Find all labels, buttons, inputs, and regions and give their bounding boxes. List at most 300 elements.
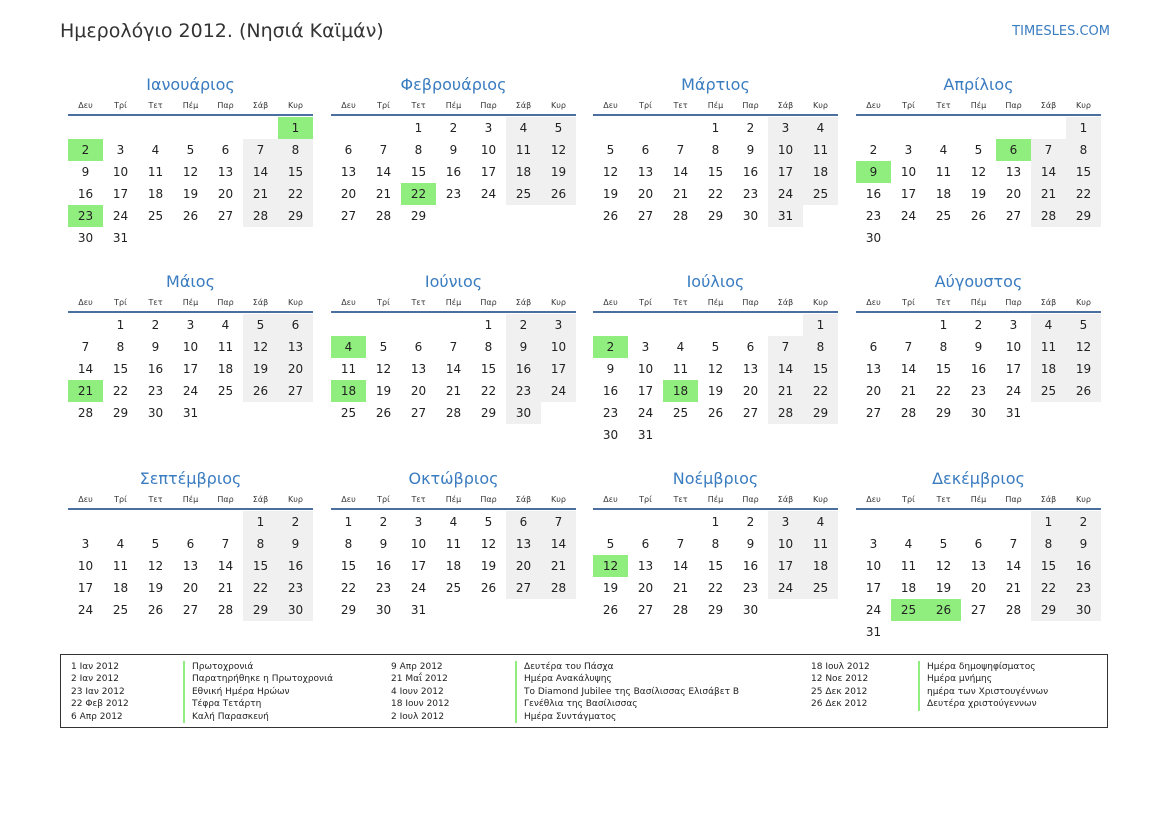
day-cell: 14	[445, 362, 462, 376]
day-cell: 25	[803, 577, 838, 599]
day-cell: 28	[900, 406, 917, 420]
day-grid	[593, 314, 838, 446]
day-cell: 6	[869, 340, 878, 354]
month-calendar	[331, 269, 576, 424]
day-cell: 2	[746, 121, 755, 135]
empty-cell	[593, 314, 628, 336]
weekday-label: Κυρ	[288, 495, 303, 504]
weekday-label: Τρί	[377, 495, 390, 504]
day-cell: 22	[112, 384, 129, 398]
weekday-header	[68, 100, 313, 114]
legend-bar	[183, 661, 185, 723]
weekday-label: Δευ	[78, 101, 93, 110]
day-cell: 16	[865, 187, 882, 201]
weekday-label: Πέμ	[970, 101, 987, 110]
day-cell: 27	[278, 380, 313, 402]
day-cell: 1	[711, 515, 720, 529]
empty-cell	[401, 314, 436, 336]
month-calendar	[331, 72, 576, 227]
day-cell: 10	[541, 336, 576, 358]
day-cell: 22	[340, 581, 357, 595]
day-cell: 20	[865, 384, 882, 398]
day-cell: 15	[803, 358, 838, 380]
day-cell: 30	[742, 209, 759, 223]
empty-cell	[663, 511, 698, 533]
day-cell: 7	[1031, 139, 1066, 161]
day-cell: 23	[445, 187, 462, 201]
day-cell: 14	[1031, 161, 1066, 183]
month-calendar	[856, 269, 1101, 424]
weekday-label: Παρ	[742, 298, 759, 307]
day-cell: 9	[151, 340, 160, 354]
day-cell: 1	[414, 121, 423, 135]
holiday-name: Εθνική Ημέρα Ηρώων	[192, 686, 290, 697]
day-cell: 22	[803, 380, 838, 402]
month-name: Οκτώβριος	[408, 469, 499, 488]
empty-cell	[961, 511, 996, 533]
holiday-date: 1 Ιαν 2012	[71, 662, 119, 672]
weekday-label: Τετ	[673, 101, 688, 110]
empty-cell	[331, 117, 366, 139]
day-cell: 6	[506, 511, 541, 533]
month-calendar	[593, 269, 838, 446]
day-cell: 7	[449, 340, 458, 354]
weekday-header	[593, 297, 838, 311]
day-cell: 13	[217, 165, 234, 179]
day-cell: 5	[186, 143, 195, 157]
holiday-name: Το Diamond Jubilee της Βασίλισσας Ελισάβετ Β	[524, 686, 740, 697]
weekday-label: Κυρ	[813, 298, 828, 307]
day-cell: 8	[484, 340, 493, 354]
day-cell: 10	[768, 139, 803, 161]
day-cell: 17	[768, 555, 803, 577]
day-cell: 16	[278, 555, 313, 577]
day-cell: 25	[217, 384, 234, 398]
weekday-label: Τετ	[148, 298, 163, 307]
month-name: Ιανουάριος	[146, 75, 235, 94]
holiday-name: Τέφρα Τετάρτη	[192, 699, 262, 710]
day-cell: 1	[803, 314, 838, 336]
day-cell: 28	[243, 205, 278, 227]
weekday-label: Τετ	[148, 495, 163, 504]
holiday-name: Ημέρα Ανακάλυψης	[524, 674, 612, 685]
day-cell: 31	[865, 625, 882, 639]
day-cell: 16	[742, 559, 759, 573]
day-cell: 8	[116, 340, 125, 354]
day-cell: 5	[151, 537, 160, 551]
day-cell: 18	[112, 581, 129, 595]
holiday-day-cell: 4	[331, 336, 366, 358]
day-cell: 6	[974, 537, 983, 551]
weekday-label: Σάβ	[1040, 495, 1057, 504]
day-cell: 20	[970, 581, 987, 595]
empty-cell	[996, 511, 1031, 533]
day-cell: 15	[1031, 555, 1066, 577]
empty-cell	[138, 117, 173, 139]
day-cell: 5	[541, 117, 576, 139]
day-cell: 27	[637, 209, 654, 223]
holiday-name: Δευτέρα χριστούγεννων	[927, 699, 1037, 710]
day-cell: 12	[970, 165, 987, 179]
day-cell: 25	[506, 183, 541, 205]
day-cell: 10	[410, 537, 427, 551]
day-cell: 10	[768, 533, 803, 555]
weekday-label: Πέμ	[970, 495, 987, 504]
header-rule	[593, 114, 838, 116]
day-cell: 26	[1066, 380, 1101, 402]
weekday-label: Τρί	[639, 495, 652, 504]
legend-dates-3	[811, 661, 870, 711]
holiday-day-cell: 26	[926, 599, 961, 621]
day-cell: 23	[278, 577, 313, 599]
day-cell: 15	[410, 165, 427, 179]
day-cell: 31	[637, 428, 654, 442]
day-grid	[68, 511, 313, 621]
empty-cell	[138, 511, 173, 533]
day-cell: 8	[939, 340, 948, 354]
weekday-label: Τρί	[114, 101, 127, 110]
day-cell: 13	[637, 165, 654, 179]
weekday-header	[331, 100, 576, 114]
day-cell: 22	[278, 183, 313, 205]
holiday-name: Παρατηρήθηκε η Πρωτοχρονιά	[192, 674, 334, 685]
day-cell: 7	[221, 537, 230, 551]
header-rule	[856, 508, 1101, 510]
day-cell: 27	[865, 406, 882, 420]
day-cell: 10	[1005, 340, 1022, 354]
weekday-label: Κυρ	[551, 298, 566, 307]
site-link[interactable]: TIMESLES.COM	[1012, 24, 1110, 39]
weekday-label: Πέμ	[182, 298, 199, 307]
day-cell: 5	[606, 537, 615, 551]
day-cell: 7	[1009, 537, 1018, 551]
day-cell: 31	[410, 603, 427, 617]
legend-bar	[918, 661, 920, 711]
day-cell: 22	[243, 577, 278, 599]
holiday-date: 23 Ιαν 2012	[71, 686, 125, 697]
day-cell: 19	[541, 161, 576, 183]
day-cell: 28	[1005, 603, 1022, 617]
day-cell: 5	[243, 314, 278, 336]
holiday-date: 6 Απρ 2012	[71, 711, 123, 722]
day-cell: 3	[1009, 318, 1018, 332]
day-cell: 31	[182, 406, 199, 420]
day-cell: 21	[672, 581, 689, 595]
day-cell: 29	[112, 406, 129, 420]
day-cell: 16	[970, 362, 987, 376]
day-cell: 17	[768, 161, 803, 183]
day-cell: 14	[672, 165, 689, 179]
weekday-label: Σάβ	[515, 101, 532, 110]
day-cell: 26	[147, 603, 164, 617]
weekday-label: Κυρ	[1076, 495, 1091, 504]
day-cell: 7	[541, 511, 576, 533]
day-cell: 29	[1031, 599, 1066, 621]
day-cell: 28	[445, 406, 462, 420]
header-rule	[856, 114, 1101, 116]
weekday-label: Τετ	[411, 298, 426, 307]
day-grid	[68, 314, 313, 424]
day-cell: 19	[970, 187, 987, 201]
day-cell: 29	[803, 402, 838, 424]
day-cell: 9	[379, 537, 388, 551]
day-cell: 11	[803, 139, 838, 161]
holiday-date: 25 Δεκ 2012	[811, 686, 868, 697]
day-cell: 11	[217, 340, 234, 354]
weekday-label: Τρί	[639, 101, 652, 110]
empty-cell	[856, 314, 891, 336]
day-cell: 14	[768, 358, 803, 380]
legend-bar	[515, 661, 517, 723]
day-cell: 11	[1031, 336, 1066, 358]
header-rule	[68, 114, 313, 116]
day-cell: 24	[768, 577, 803, 599]
day-cell: 4	[904, 537, 913, 551]
day-cell: 13	[970, 559, 987, 573]
month-name: Αύγουστος	[934, 272, 1023, 291]
day-grid	[593, 117, 838, 227]
day-cell: 21	[768, 380, 803, 402]
day-grid	[331, 314, 576, 424]
day-cell: 18	[1031, 358, 1066, 380]
day-cell: 13	[410, 362, 427, 376]
day-cell: 8	[803, 336, 838, 358]
empty-cell	[891, 314, 926, 336]
holiday-legend	[60, 654, 1108, 728]
day-cell: 20	[182, 581, 199, 595]
day-cell: 27	[1005, 209, 1022, 223]
day-cell: 11	[445, 537, 462, 551]
empty-cell	[68, 117, 103, 139]
weekday-header	[856, 100, 1101, 114]
empty-cell	[628, 511, 663, 533]
day-cell: 17	[77, 581, 94, 595]
weekday-label: Σάβ	[1040, 298, 1057, 307]
day-cell: 3	[81, 537, 90, 551]
day-cell: 4	[803, 117, 838, 139]
day-cell: 30	[506, 402, 541, 424]
day-cell: 17	[112, 187, 129, 201]
day-cell: 16	[602, 384, 619, 398]
day-cell: 20	[506, 555, 541, 577]
holiday-date: 9 Απρ 2012	[391, 662, 443, 672]
day-cell: 17	[637, 384, 654, 398]
weekday-label: Τετ	[148, 101, 163, 110]
day-cell: 7	[768, 336, 803, 358]
day-cell: 14	[77, 362, 94, 376]
empty-cell	[996, 117, 1031, 139]
day-cell: 9	[746, 537, 755, 551]
weekday-header	[68, 494, 313, 508]
day-cell: 30	[278, 599, 313, 621]
day-cell: 25	[112, 603, 129, 617]
day-cell: 7	[904, 340, 913, 354]
day-cell: 4	[151, 143, 160, 157]
weekday-label: Δευ	[603, 495, 618, 504]
day-cell: 11	[672, 362, 689, 376]
day-cell: 28	[672, 209, 689, 223]
day-cell: 29	[410, 209, 427, 223]
month-calendar	[331, 466, 576, 621]
weekday-label: Τρί	[114, 495, 127, 504]
day-cell: 5	[939, 537, 948, 551]
empty-cell	[698, 314, 733, 336]
day-cell: 11	[147, 165, 164, 179]
day-cell: 28	[77, 406, 94, 420]
month-calendar	[593, 466, 838, 621]
weekday-label: Πέμ	[445, 495, 462, 504]
month-name: Φεβρουάριος	[400, 75, 507, 94]
day-cell: 1	[344, 515, 353, 529]
weekday-label: Τρί	[902, 298, 915, 307]
day-cell: 3	[116, 143, 125, 157]
day-cell: 18	[506, 161, 541, 183]
month-name: Σεπτέμβριος	[139, 469, 242, 488]
weekday-label: Τετ	[673, 298, 688, 307]
day-cell: 1	[116, 318, 125, 332]
day-cell: 23	[147, 384, 164, 398]
day-cell: 24	[768, 183, 803, 205]
day-cell: 29	[707, 603, 724, 617]
day-cell: 15	[480, 362, 497, 376]
empty-cell	[663, 117, 698, 139]
day-cell: 2	[379, 515, 388, 529]
day-cell: 27	[742, 406, 759, 420]
day-cell: 22	[935, 384, 952, 398]
weekday-label: Κυρ	[813, 495, 828, 504]
day-cell: 24	[77, 603, 94, 617]
empty-cell	[173, 511, 208, 533]
holiday-date: 21 Μαΐ 2012	[391, 674, 448, 685]
day-cell: 19	[147, 581, 164, 595]
day-cell: 3	[768, 117, 803, 139]
day-cell: 29	[480, 406, 497, 420]
day-cell: 3	[641, 340, 650, 354]
weekday-label: Σάβ	[777, 101, 794, 110]
weekday-label: Κυρ	[288, 101, 303, 110]
weekday-label: Τρί	[114, 298, 127, 307]
day-cell: 4	[116, 537, 125, 551]
day-cell: 13	[742, 362, 759, 376]
day-cell: 9	[746, 143, 755, 157]
day-cell: 21	[445, 384, 462, 398]
day-cell: 18	[935, 187, 952, 201]
day-cell: 11	[803, 533, 838, 555]
day-cell: 5	[379, 340, 388, 354]
empty-cell	[926, 511, 961, 533]
day-cell: 28	[768, 402, 803, 424]
month-calendar	[856, 72, 1101, 249]
holiday-day-cell: 6	[996, 139, 1031, 161]
day-cell: 21	[541, 555, 576, 577]
day-cell: 16	[147, 362, 164, 376]
day-cell: 6	[746, 340, 755, 354]
day-cell: 9	[506, 336, 541, 358]
holiday-day-cell: 18	[331, 380, 366, 402]
weekday-header	[593, 494, 838, 508]
weekday-label: Σάβ	[252, 495, 269, 504]
day-cell: 5	[484, 515, 493, 529]
weekday-label: Παρ	[480, 298, 497, 307]
day-cell: 7	[81, 340, 90, 354]
day-cell: 26	[970, 209, 987, 223]
day-cell: 23	[506, 380, 541, 402]
day-cell: 27	[340, 209, 357, 223]
weekday-label: Τρί	[377, 101, 390, 110]
day-cell: 24	[182, 384, 199, 398]
day-cell: 15	[1066, 161, 1101, 183]
day-cell: 15	[935, 362, 952, 376]
day-cell: 25	[147, 209, 164, 223]
day-cell: 3	[541, 314, 576, 336]
day-cell: 31	[1005, 406, 1022, 420]
weekday-label: Κυρ	[1076, 101, 1091, 110]
holiday-date: 18 Ιουν 2012	[391, 699, 450, 710]
weekday-label: Σάβ	[252, 298, 269, 307]
weekday-label: Πέμ	[182, 101, 199, 110]
day-cell: 8	[1066, 139, 1101, 161]
holiday-date: 2 Ιαν 2012	[71, 674, 119, 685]
empty-cell	[103, 511, 138, 533]
day-cell: 10	[900, 165, 917, 179]
day-cell: 16	[445, 165, 462, 179]
day-cell: 14	[541, 533, 576, 555]
day-cell: 12	[935, 559, 952, 573]
day-cell: 3	[768, 511, 803, 533]
day-cell: 16	[742, 165, 759, 179]
header-rule	[593, 311, 838, 313]
day-cell: 2	[1066, 511, 1101, 533]
day-cell: 4	[803, 511, 838, 533]
weekday-header	[331, 297, 576, 311]
month-name: Ιούνιος	[424, 272, 483, 291]
day-cell: 30	[742, 603, 759, 617]
weekday-label: Κυρ	[551, 495, 566, 504]
day-cell: 16	[375, 559, 392, 573]
empty-cell	[628, 117, 663, 139]
day-cell: 28	[375, 209, 392, 223]
weekday-label: Πέμ	[707, 495, 724, 504]
weekday-label: Πέμ	[445, 101, 462, 110]
day-cell: 24	[1005, 384, 1022, 398]
day-cell: 17	[480, 165, 497, 179]
day-cell: 25	[935, 209, 952, 223]
day-cell: 20	[410, 384, 427, 398]
day-cell: 14	[217, 559, 234, 573]
empty-cell	[103, 117, 138, 139]
day-cell: 20	[278, 358, 313, 380]
month-calendar	[593, 72, 838, 227]
legend-names-2	[524, 661, 739, 723]
weekday-label: Σάβ	[252, 101, 269, 110]
day-cell: 10	[637, 362, 654, 376]
weekday-label: Σάβ	[1040, 101, 1057, 110]
holiday-day-cell: 21	[68, 380, 103, 402]
day-cell: 18	[147, 187, 164, 201]
day-cell: 19	[707, 384, 724, 398]
day-cell: 17	[865, 581, 882, 595]
holiday-date: 22 Φεβ 2012	[71, 699, 129, 710]
empty-cell	[208, 117, 243, 139]
day-cell: 11	[506, 139, 541, 161]
day-cell: 9	[606, 362, 615, 376]
day-cell: 20	[340, 187, 357, 201]
empty-cell	[1031, 117, 1066, 139]
day-cell: 20	[637, 581, 654, 595]
day-cell: 1	[1031, 511, 1066, 533]
legend-dates-2	[391, 661, 449, 723]
holiday-day-cell: 12	[593, 555, 628, 577]
